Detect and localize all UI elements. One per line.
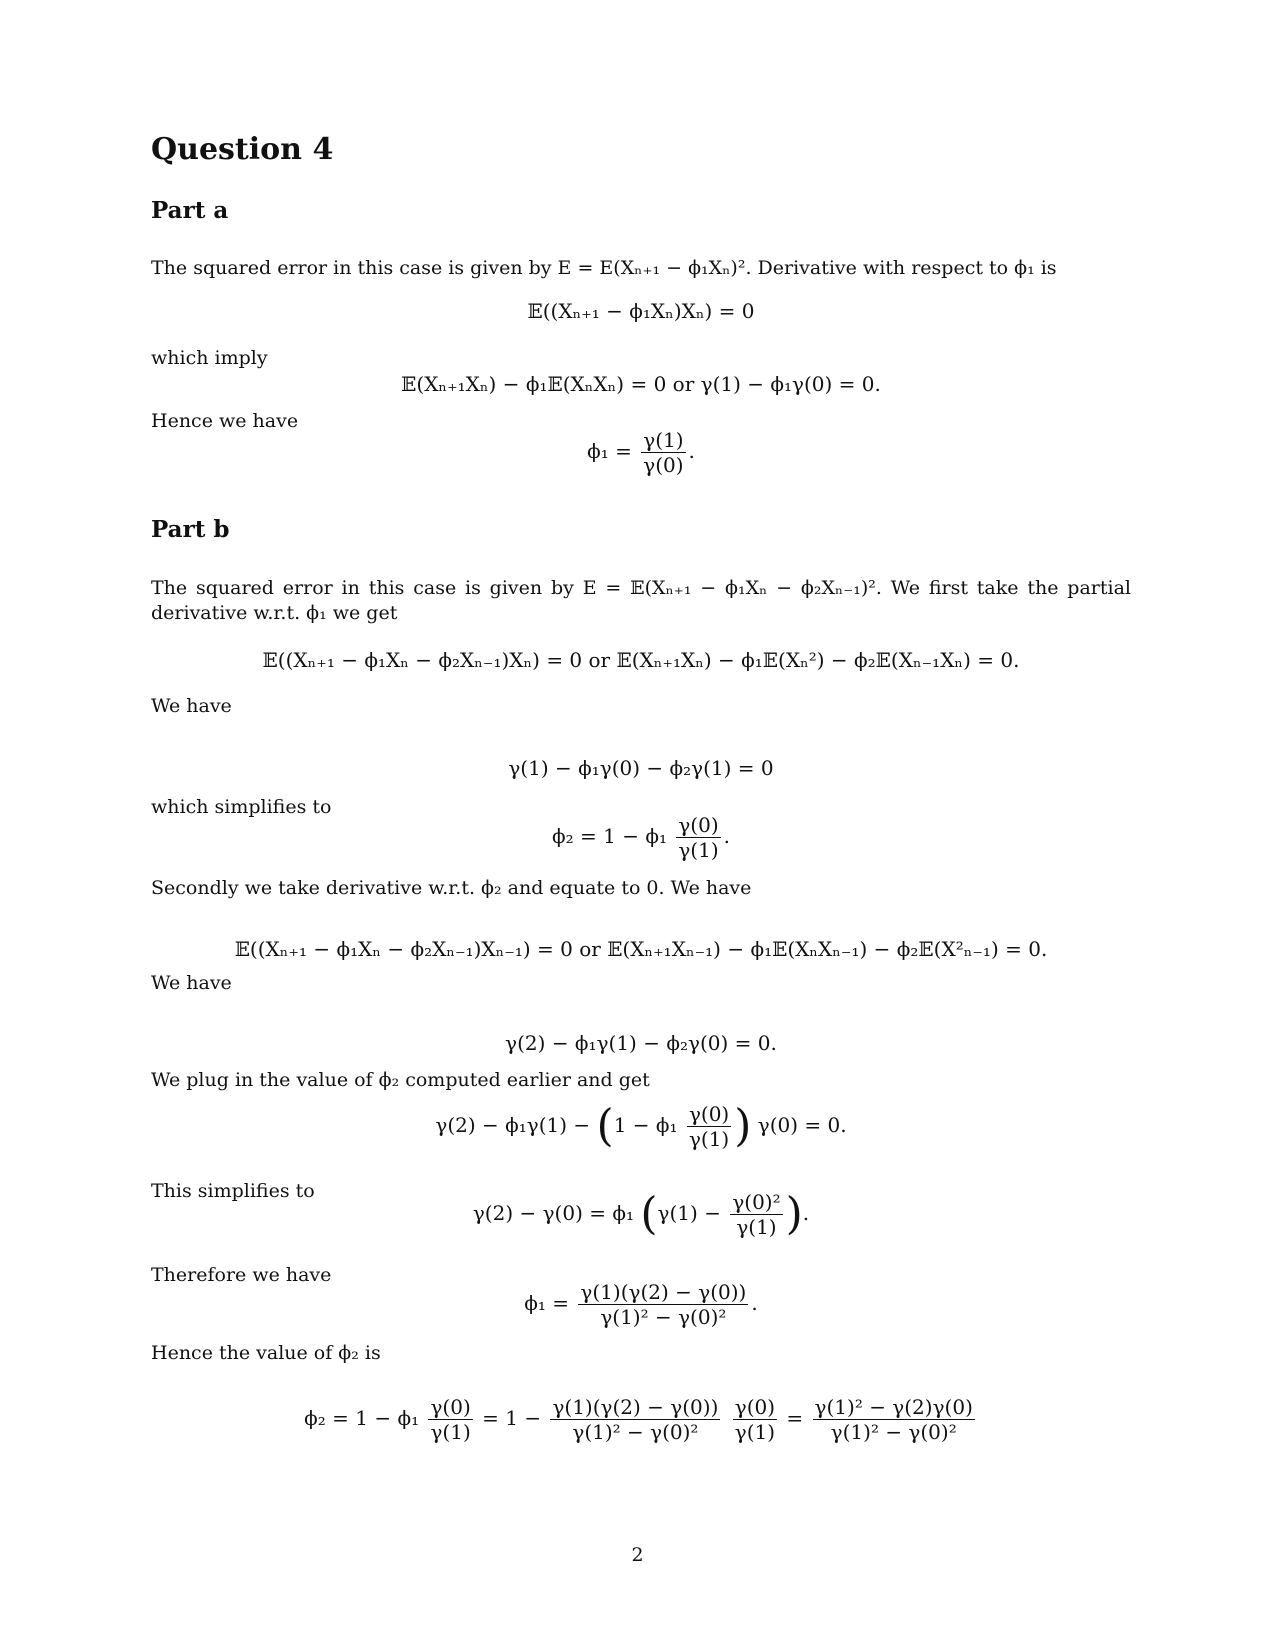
part-b-eq4: 𝔼((Xₙ₊₁ − ϕ₁Xₙ − ϕ₂Xₙ₋₁)Xₙ₋₁) = 0 or 𝔼(Xₙ₊₁Xₙ₋₁) − ϕ₁𝔼(XₙXₙ₋₁) − ϕ₂𝔼(X²ₙ₋₁) = 0. [234,937,1048,961]
eq6-lhs: γ(2) − ϕ₁γ(1) − [435,1113,591,1137]
eq9-eq: = [786,1406,804,1430]
eq6-rhs: γ(0) = 0. [757,1113,847,1137]
part-a-intro: The squared error in this case is given by E = E(Xₙ₊₁ − ϕ₁Xₙ)². Derivative with respect to ϕ₁ is [151,257,1057,279]
part-b-heading: Part b [151,516,230,543]
eq8-fraction [578,1280,748,1329]
part-b-secondly: Secondly we take derivative w.r.t. ϕ₂ and equate to 0. We have [151,877,752,899]
eq8-den: γ(1)² − γ(0)² [600,1305,727,1329]
eq9-lhs: ϕ₂ = 1 − ϕ₁ [304,1406,420,1430]
part-a-which-imply: which imply [151,347,268,369]
page-number: 2 [631,1544,644,1566]
eq9-f3-num: γ(0) [734,1395,776,1419]
eq3-den: γ(0) [643,453,684,477]
eq3-lhs: ϕ₁ = [587,439,632,463]
part-b-eq2: γ(1) − ϕ₁γ(0) − ϕ₂γ(1) = 0 [508,756,774,780]
eq3b-fraction [676,813,720,862]
part-b-hence-value: Hence the value of ϕ₂ is [151,1342,381,1364]
part-b-we-have-2: We have [151,972,232,994]
part-a-eq2: 𝔼(Xₙ₊₁Xₙ) − ϕ₁𝔼(XₙXₙ) = 0 or γ(1) − ϕ₁γ(0) = 0. [401,372,881,396]
eq6-fraction [687,1102,731,1151]
part-b-eq5: γ(2) − ϕ₁γ(1) − ϕ₂γ(0) = 0. [505,1031,777,1055]
eq9-f2-num: γ(1)(γ(2) − γ(0)) [552,1395,719,1419]
part-a-eq1: 𝔼((Xₙ₊₁ − ϕ₁Xₙ)Xₙ) = 0 [527,299,755,323]
eq3-fraction [641,428,685,477]
part-b-eq8: ϕ₁ = $\frac{\gamma(1)(\gamma(2) - \gamma(0))}{\text{γ(1)² − γ(0)²}}$ . [524,1280,758,1329]
eq7-end: . [802,1201,810,1225]
eq8-num: γ(1)(γ(2) − γ(0)) [580,1280,747,1304]
part-b-plug: We plug in the value of ϕ₂ computed earlier and get [151,1069,650,1091]
part-b-this-simplifies: This simplifies to [151,1180,315,1202]
eq9-mid: = 1 − [482,1406,542,1430]
part-b-intro: The squared error in this case is given by E = 𝔼(Xₙ₊₁ − ϕ₁Xₙ − ϕ₂Xₙ₋₁)². We first take the partial derivative w.r.t. ϕ₁ we get [151,577,1131,624]
eq9-fraction-2 [550,1395,720,1444]
eq3b-den: γ(1) [678,838,719,862]
part-b-eq7: γ(2) − γ(0) = ϕ₁ (γ(1) − $\frac{\text{γ(0)²}}{\gamma(1)}$ ). [472,1188,810,1240]
eq9-f3-den: γ(1) [734,1420,776,1444]
question-title: Question 4 [151,132,334,167]
part-b-therefore: Therefore we have [151,1264,332,1286]
eq7-fraction [730,1190,782,1239]
eq9-f2-den: γ(1)² − γ(0)² [572,1420,699,1444]
eq9-f1-num: γ(0) [430,1395,471,1419]
eq9-fraction-1 [428,1395,472,1444]
part-b-we-have-1: We have [151,695,232,717]
part-b-eq9 [151,1395,1131,1444]
part-b-eq6: γ(2) − ϕ₁γ(1) − (1 − ϕ₁ $\frac{\gamma(0)}{\gamma(1)}$ ) γ(0) = 0. [435,1100,847,1152]
eq6-den: γ(1) [688,1127,730,1151]
eq9-f1-den: γ(1) [430,1420,471,1444]
eq3b-num: γ(0) [678,813,719,837]
eq7-inner: γ(1) − [657,1201,721,1225]
eq6-num: γ(0) [688,1102,730,1126]
part-a-eq3: ϕ₁ = $\frac{\gamma(1)}{\gamma(0)}$ . [587,428,695,477]
eq9-fraction-3 [733,1395,777,1444]
eq7-den: γ(1) [736,1215,777,1239]
eq3-num: γ(1) [643,428,684,452]
part-b-eq1: 𝔼((Xₙ₊₁ − ϕ₁Xₙ − ϕ₂Xₙ₋₁)Xₙ) = 0 or 𝔼(Xₙ₊₁Xₙ) − ϕ₁𝔼(Xₙ²) − ϕ₂𝔼(Xₙ₋₁Xₙ) = 0. [262,648,1020,672]
eq9-f4-den: γ(1)² − γ(0)² [830,1420,957,1444]
part-a-heading: Part a [151,197,229,224]
part-a-hence: Hence we have [151,410,299,432]
eq9-fraction-4 [813,1395,975,1444]
eq7-lhs: γ(2) − γ(0) = ϕ₁ [472,1201,635,1225]
eq6-inner: 1 − ϕ₁ [613,1113,678,1137]
eq7-num: γ(0)² [732,1190,781,1214]
eq8-lhs: ϕ₁ = [524,1291,570,1315]
eq3b-lhs: ϕ₂ = 1 − ϕ₁ [552,824,667,848]
part-b-simplifies: which simplifies to [151,796,332,818]
part-b-eq3: ϕ₂ = 1 − ϕ₁ $\frac{\gamma(0)}{\gamma(1)}$ . [552,813,730,862]
eq9-f4-num: γ(1)² − γ(2)γ(0) [814,1395,973,1419]
